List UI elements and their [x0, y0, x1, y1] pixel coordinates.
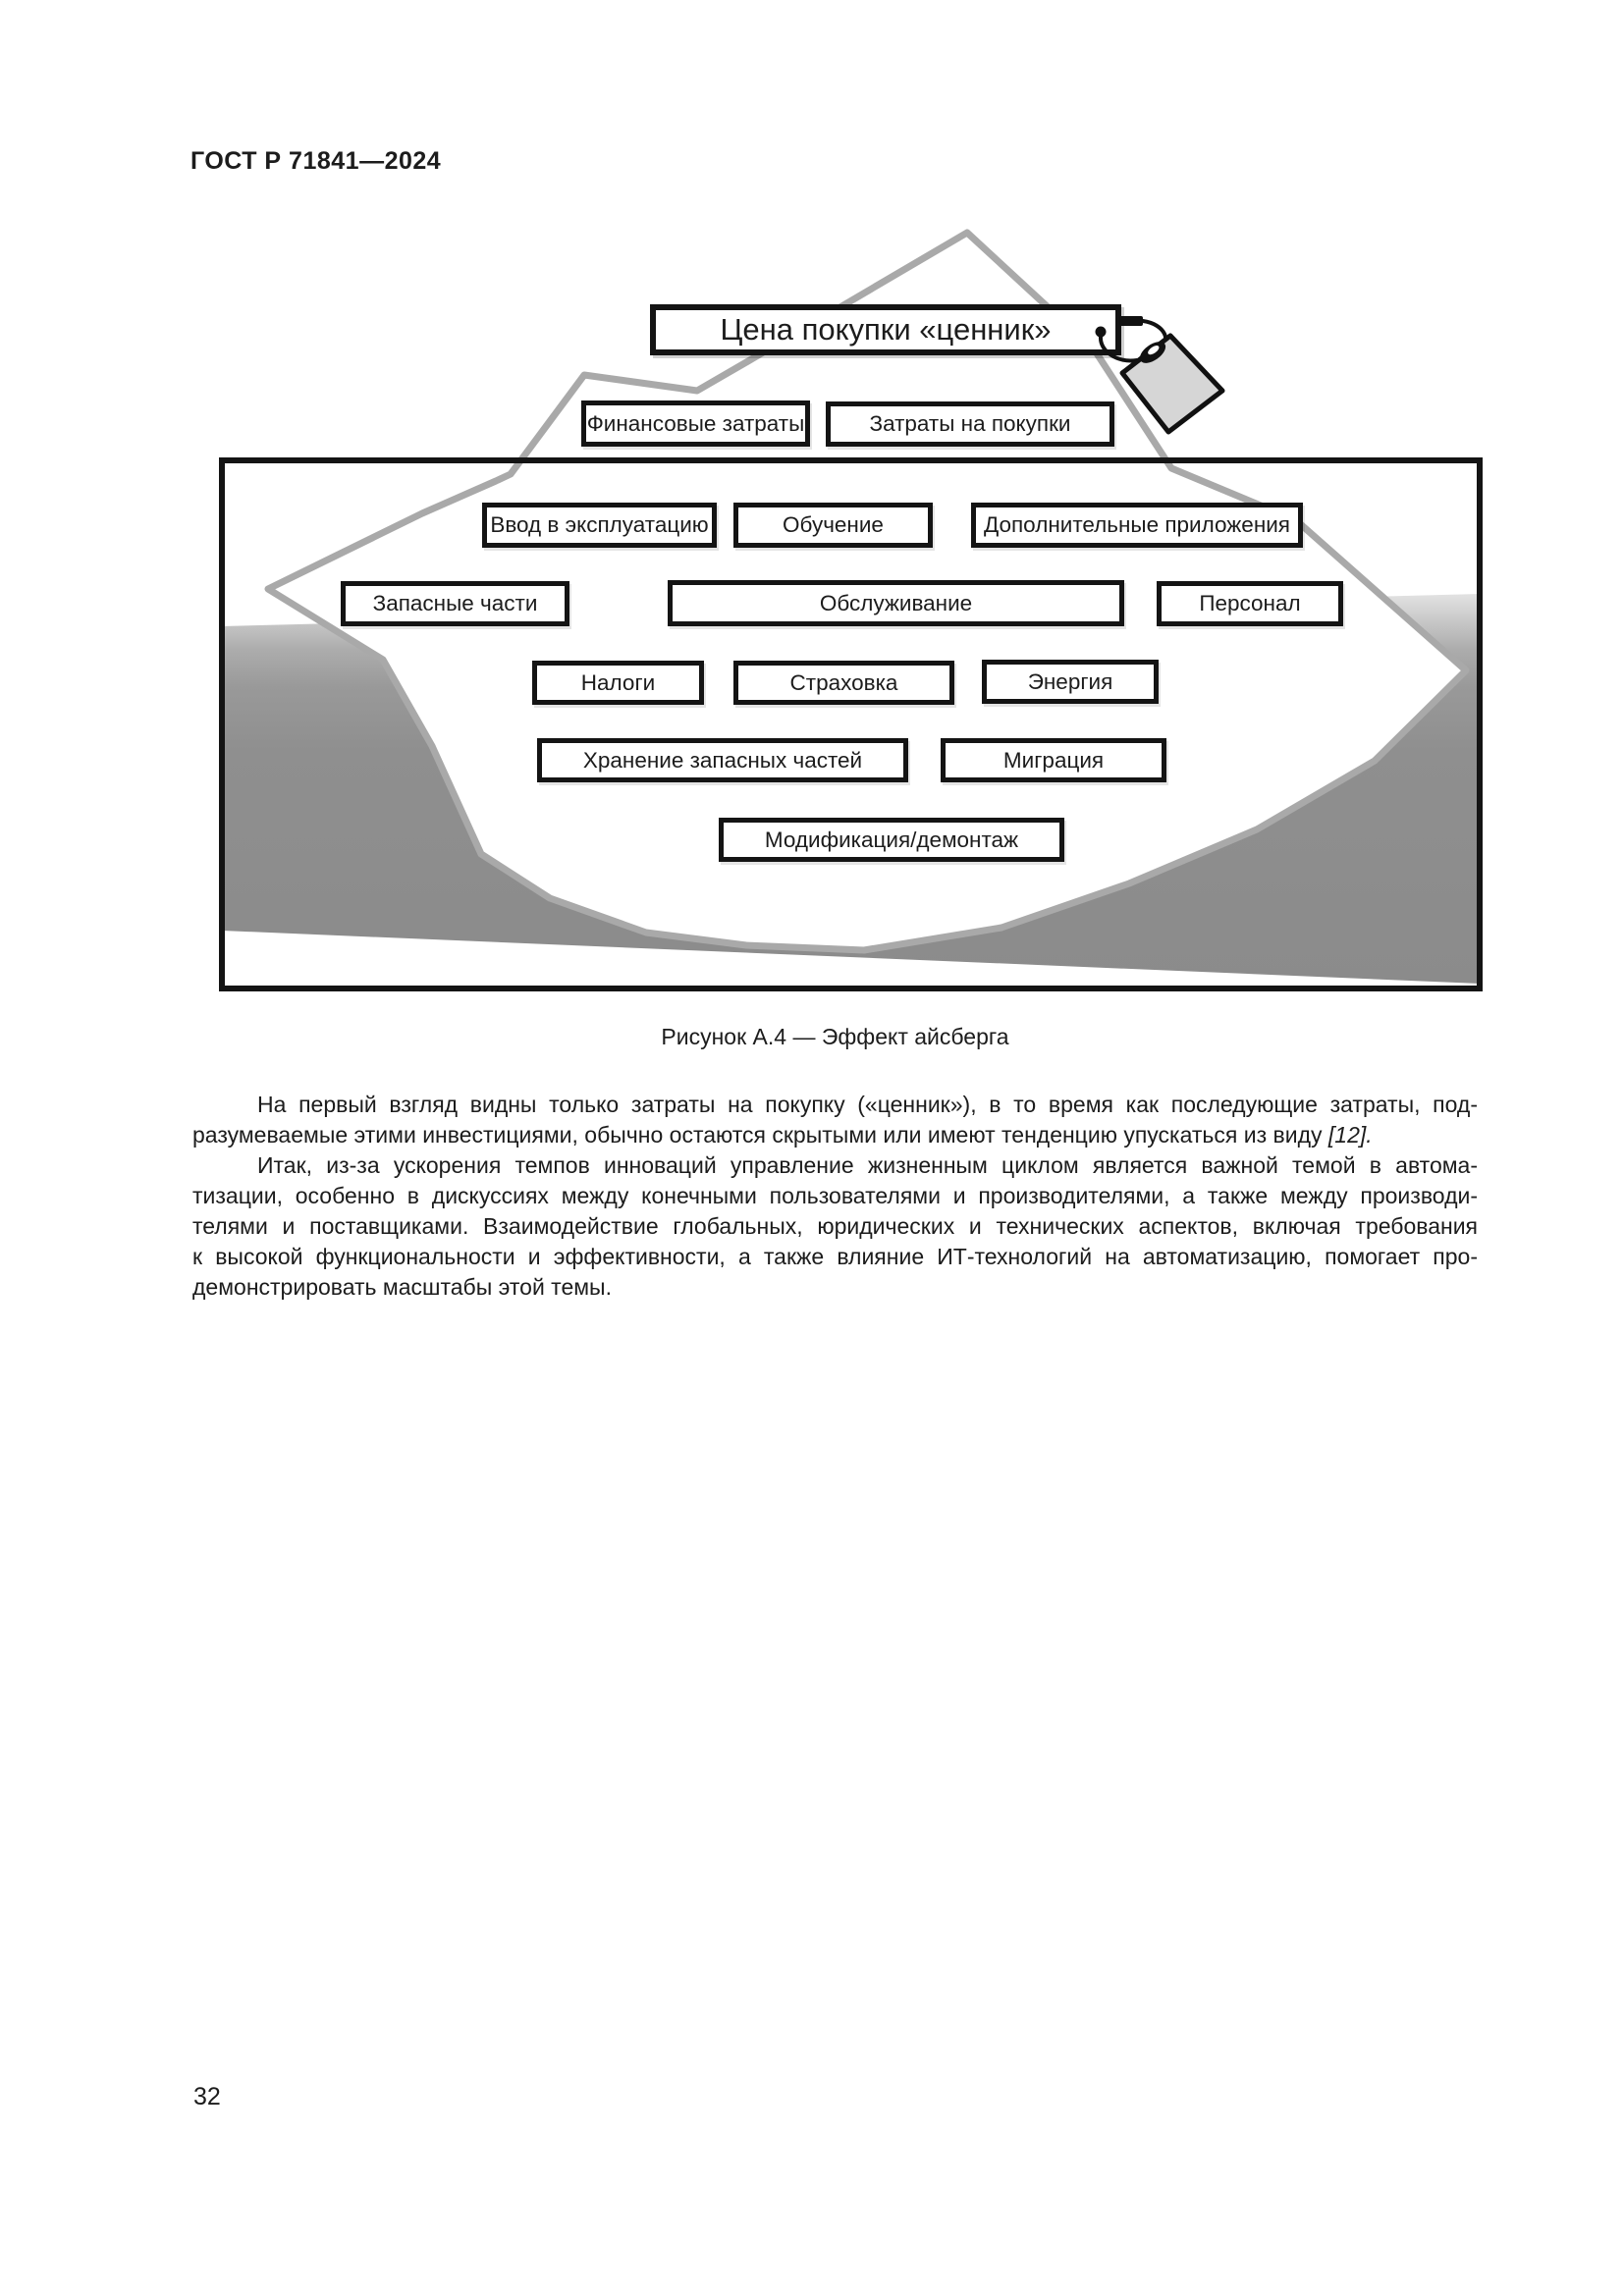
- box-maintenance: Обслуживание: [668, 580, 1124, 626]
- paragraph-line: к высокой функциональности и эффективности, а также влияние ИТ-технологий на автоматизацию, помогает про-: [192, 1244, 1478, 1269]
- paragraph-line: Итак, из-за ускорения темпов инноваций управление жизненным циклом является важной темой в автома-: [257, 1152, 1478, 1178]
- box-spare-parts-storage: Хранение запасных частей: [537, 738, 908, 782]
- page-number: 32: [193, 2083, 221, 2110]
- paragraph-line: На первый взгляд видны только затраты на покупку («ценник»), в то время как последующие затраты, под-: [257, 1092, 1478, 1117]
- box-energy: Энергия: [982, 660, 1159, 704]
- box-purchase-price: Цена покупки «ценник»: [650, 304, 1121, 355]
- box-additional-applications: Дополнительные приложения: [971, 503, 1303, 548]
- paragraph-line: тизации, особенно в дискуссиях между конечными пользователями и производителями, а также между производи-: [192, 1183, 1478, 1208]
- iceberg-diagram: [147, 226, 1502, 1001]
- paragraph-line-text: разумеваемые этими инвестициями, обычно остаются скрытыми или имеют тенденцию упускаться из виду: [192, 1122, 1328, 1148]
- box-modification-dismantling: Модификация/демонтаж: [719, 818, 1064, 862]
- figure-caption: Рисунок А.4 — Эффект айсберга: [661, 1024, 1009, 1049]
- box-commissioning: Ввод в эксплуатацию: [482, 503, 717, 548]
- body-text: [192, 1090, 1478, 1303]
- box-taxes: Налоги: [532, 661, 704, 705]
- paragraph-line: телями и поставщиками. Взаимодействие глобальных, юридических и технических аспектов, включая требования: [192, 1213, 1478, 1239]
- paragraph-line: демонстрировать масштабы этой темы.: [192, 1274, 612, 1300]
- box-personnel: Персонал: [1157, 581, 1343, 626]
- reference-12: [12].: [1327, 1122, 1373, 1148]
- box-spare-parts: Запасные части: [341, 581, 569, 626]
- box-financial-costs: Финансовые затраты: [581, 400, 810, 447]
- box-purchase-costs: Затраты на покупки: [826, 401, 1114, 447]
- gost-header: ГОСТ Р 71841—2024: [190, 147, 442, 175]
- price-tag-icon: [1090, 309, 1237, 442]
- box-insurance: Страховка: [733, 661, 954, 705]
- box-migration: Миграция: [941, 738, 1166, 782]
- paragraph-line: [192, 1120, 1478, 1150]
- box-training: Обучение: [733, 503, 933, 548]
